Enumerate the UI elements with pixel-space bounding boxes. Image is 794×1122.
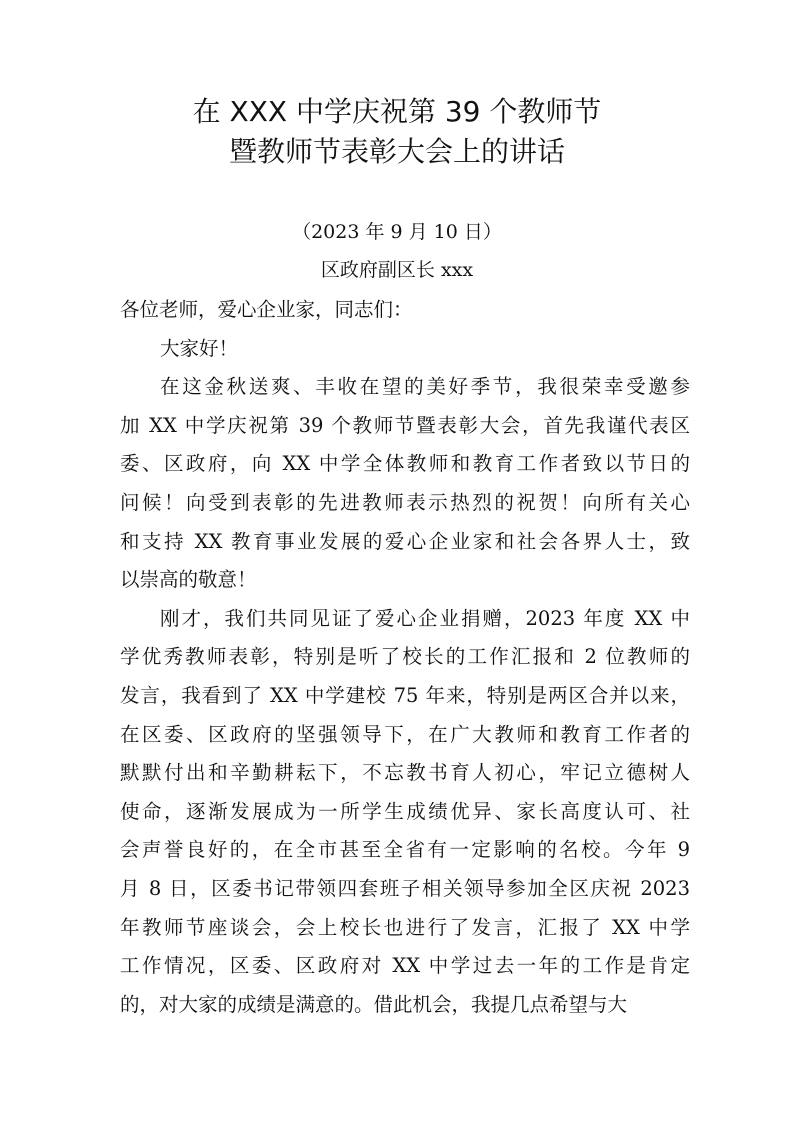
text-line: 会声誉良好的，在全市甚至全省有一定影响的名校。今年 9 <box>120 838 690 862</box>
text-line: 加 XX 中学庆祝第 39 个教师节暨表彰大会，首先我谨代表区 <box>120 413 690 437</box>
document-title-line-1: 在 XXX 中学庆祝第 39 个教师节 <box>192 95 602 128</box>
document-title-line-2: 暨教师节表彰大会上的讲话 <box>228 135 565 168</box>
text-line: 以崇高的敬意！ <box>120 568 257 592</box>
text-line: 委、区政府，向 XX 中学全体教师和教育工作者致以节日的 <box>120 452 690 476</box>
speech-body <box>120 291 690 1024</box>
paragraph <box>120 330 690 369</box>
text-line: 发言，我看到了 XX 中学建校 75 年来，特别是两区合并以来， <box>120 683 690 707</box>
text-line: 在这金秋送爽、丰收在望的美好季节，我很荣幸受邀参 <box>160 375 690 399</box>
paragraph <box>120 368 690 600</box>
text-line: 大家好！ <box>160 336 239 360</box>
text-line: 学优秀教师表彰，特别是听了校长的工作汇报和 2 位教师的 <box>120 645 690 669</box>
speech-date: （2023 年 9 月 10 日） <box>292 221 502 243</box>
text-line: 在区委、区政府的坚强领导下，在广大教师和教育工作者的 <box>120 722 690 746</box>
text-line: 月 8 日，区委书记带领四套班子相关领导参加全区庆祝 2023 <box>120 876 690 900</box>
text-line: 年教师节座谈会，会上校长也进行了发言，汇报了 XX 中学 <box>120 915 690 939</box>
text-line: 和支持 XX 教育事业发展的爱心企业家和社会各界人士，致 <box>120 529 690 553</box>
text-line: 默默付出和辛勤耕耘下，不忘教书育人初心，牢记立德树人 <box>120 761 690 785</box>
salutation: 各位老师，爱心企业家，同志们： <box>120 298 413 321</box>
speaker: 区政府副区长 xxx <box>320 259 474 281</box>
text-line: 刚才，我们共同见证了爱心企业捐赠，2023 年度 XX 中 <box>160 606 690 630</box>
text-line: 工作情况，区委、区政府对 XX 中学过去一年的工作是肯定 <box>120 954 690 978</box>
text-line: 的，对大家的成绩是满意的。借此机会，我提几点希望与大 <box>120 992 628 1016</box>
paragraph <box>120 600 690 1025</box>
text-line: 问候！向受到表彰的先进教师表示热烈的祝贺！向所有关心 <box>120 490 690 514</box>
text-line: 使命，逐渐发展成为一所学生成绩优异、家长高度认可、社 <box>120 799 690 823</box>
